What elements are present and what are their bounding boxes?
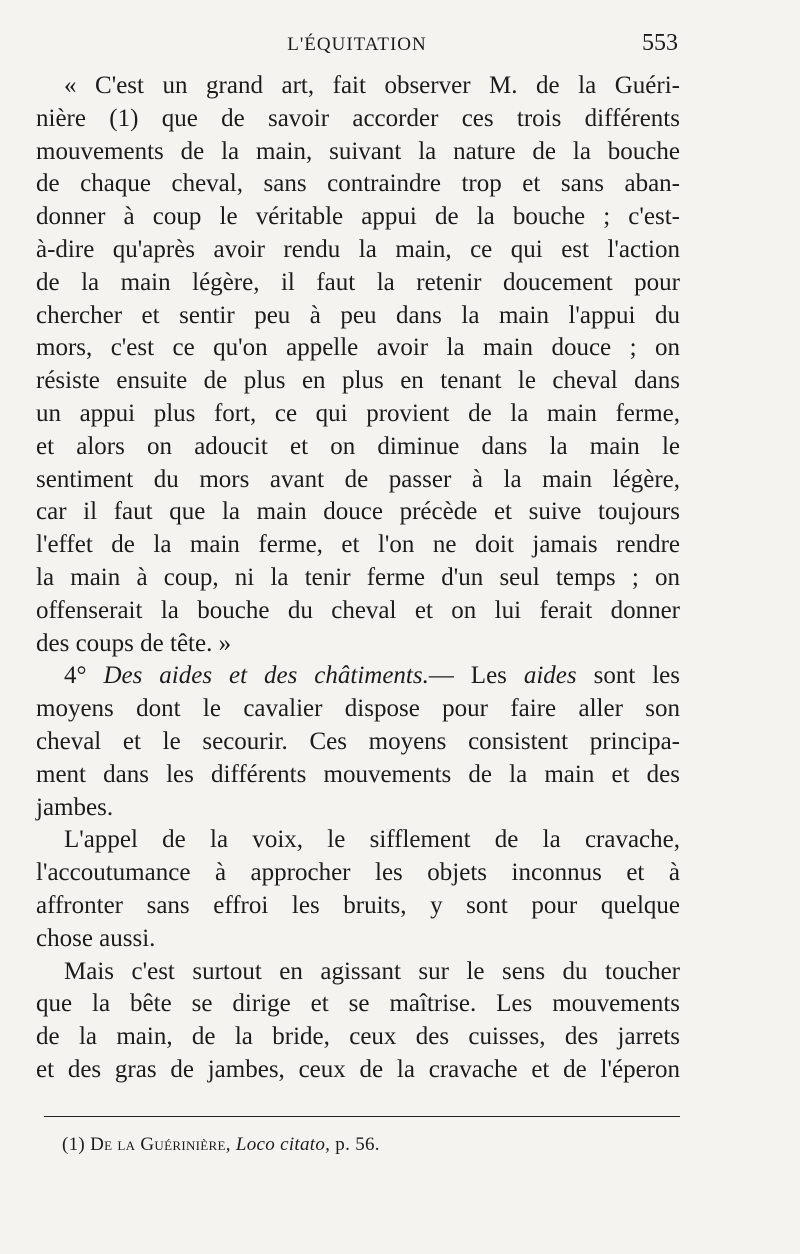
text-line: donner à coup le véritable appui de la bouche ; c'est-	[36, 203, 680, 231]
section-heading-line	[36, 660, 680, 693]
text-line: car il faut que la main douce précède et suive toujours	[36, 498, 680, 526]
body-text	[36, 70, 680, 1087]
text-line: de chaque cheval, sans contraindre trop et sans aban-	[36, 170, 680, 198]
text-line: mouvements de la main, suivant la nature de la bouche	[36, 137, 680, 165]
section-rest: sont les	[593, 662, 680, 690]
text-line: des coups de tête. »	[36, 629, 232, 657]
running-title: L'ÉQUITATION	[287, 34, 427, 55]
text-line: affronter sans effroi les bruits, y sont pour quelque	[36, 891, 680, 919]
text-line: l'accoutumance à approcher les objets inconnus et à	[36, 859, 680, 887]
section-term: aides	[523, 662, 577, 690]
footnote-marker: (1)	[62, 1134, 86, 1155]
text-line: la main à coup, ni la tenir ferme d'un seul temps ; on	[36, 563, 680, 591]
footnote-author: De la Guérinière,	[90, 1134, 231, 1155]
text-line: L'appel de la voix, le sifflement de la cravache,	[64, 826, 680, 854]
text-line: à-dire qu'après avoir rendu la main, ce qui est l'action	[36, 235, 680, 263]
text-line: résiste ensuite de plus en plus en tenant le cheval dans	[36, 367, 680, 395]
text-line: chercher et sentir peu à peu dans la main l'appui du	[36, 301, 680, 329]
footnote-work: Loco citato,	[235, 1134, 331, 1155]
text-line: l'effet de la main ferme, et l'on ne doit jamais rendre	[36, 531, 680, 559]
footnote	[62, 1134, 380, 1156]
text-line: offenserait la bouche du cheval et on lui ferait donner	[36, 596, 680, 624]
text-line: un appui plus fort, ce qui provient de la main ferme,	[36, 399, 680, 427]
footnote-page: p. 56.	[335, 1134, 380, 1155]
text-line: nière (1) que de savoir accorder ces trois différents	[36, 104, 680, 132]
text-line: Mais c'est surtout en agissant sur le sens du toucher	[64, 957, 680, 985]
text-line: jambes.	[36, 793, 114, 821]
footnote-rule	[44, 1116, 680, 1117]
text-line: ment dans les différents mouvements de la main et des	[36, 760, 680, 788]
text-line: sentiment du mors avant de passer à la main légère,	[36, 465, 680, 493]
text-line: que la bête se dirige et se maîtrise. Les mouvements	[36, 990, 680, 1018]
section-number: 4°	[64, 662, 87, 690]
text-line: cheval et le secourir. Ces moyens consistent principa-	[36, 727, 680, 755]
text-line: moyens dont le cavalier dispose pour faire aller son	[36, 695, 680, 723]
section-dash: —	[428, 662, 454, 690]
section-lead: Les	[470, 662, 507, 690]
text-line: et des gras de jambes, ceux de la cravache et de l'éperon	[36, 1055, 680, 1083]
text-line: chose aussi.	[36, 924, 156, 952]
section-title: Des aides et des châtiments.	[103, 662, 429, 690]
text-line: de la main légère, il faut la retenir doucement pour	[36, 268, 680, 296]
text-line: de la main, de la bride, ceux des cuisses, des jarrets	[36, 1023, 680, 1051]
text-line: « C'est un grand art, fait observer M. de la Guéri-	[64, 72, 680, 99]
page-number: 553	[642, 30, 678, 56]
text-line: mors, c'est ce qu'on appelle avoir la main douce ; on	[36, 334, 680, 362]
page-header	[36, 30, 678, 62]
text-line: et alors on adoucit et on diminue dans la main le	[36, 432, 680, 460]
